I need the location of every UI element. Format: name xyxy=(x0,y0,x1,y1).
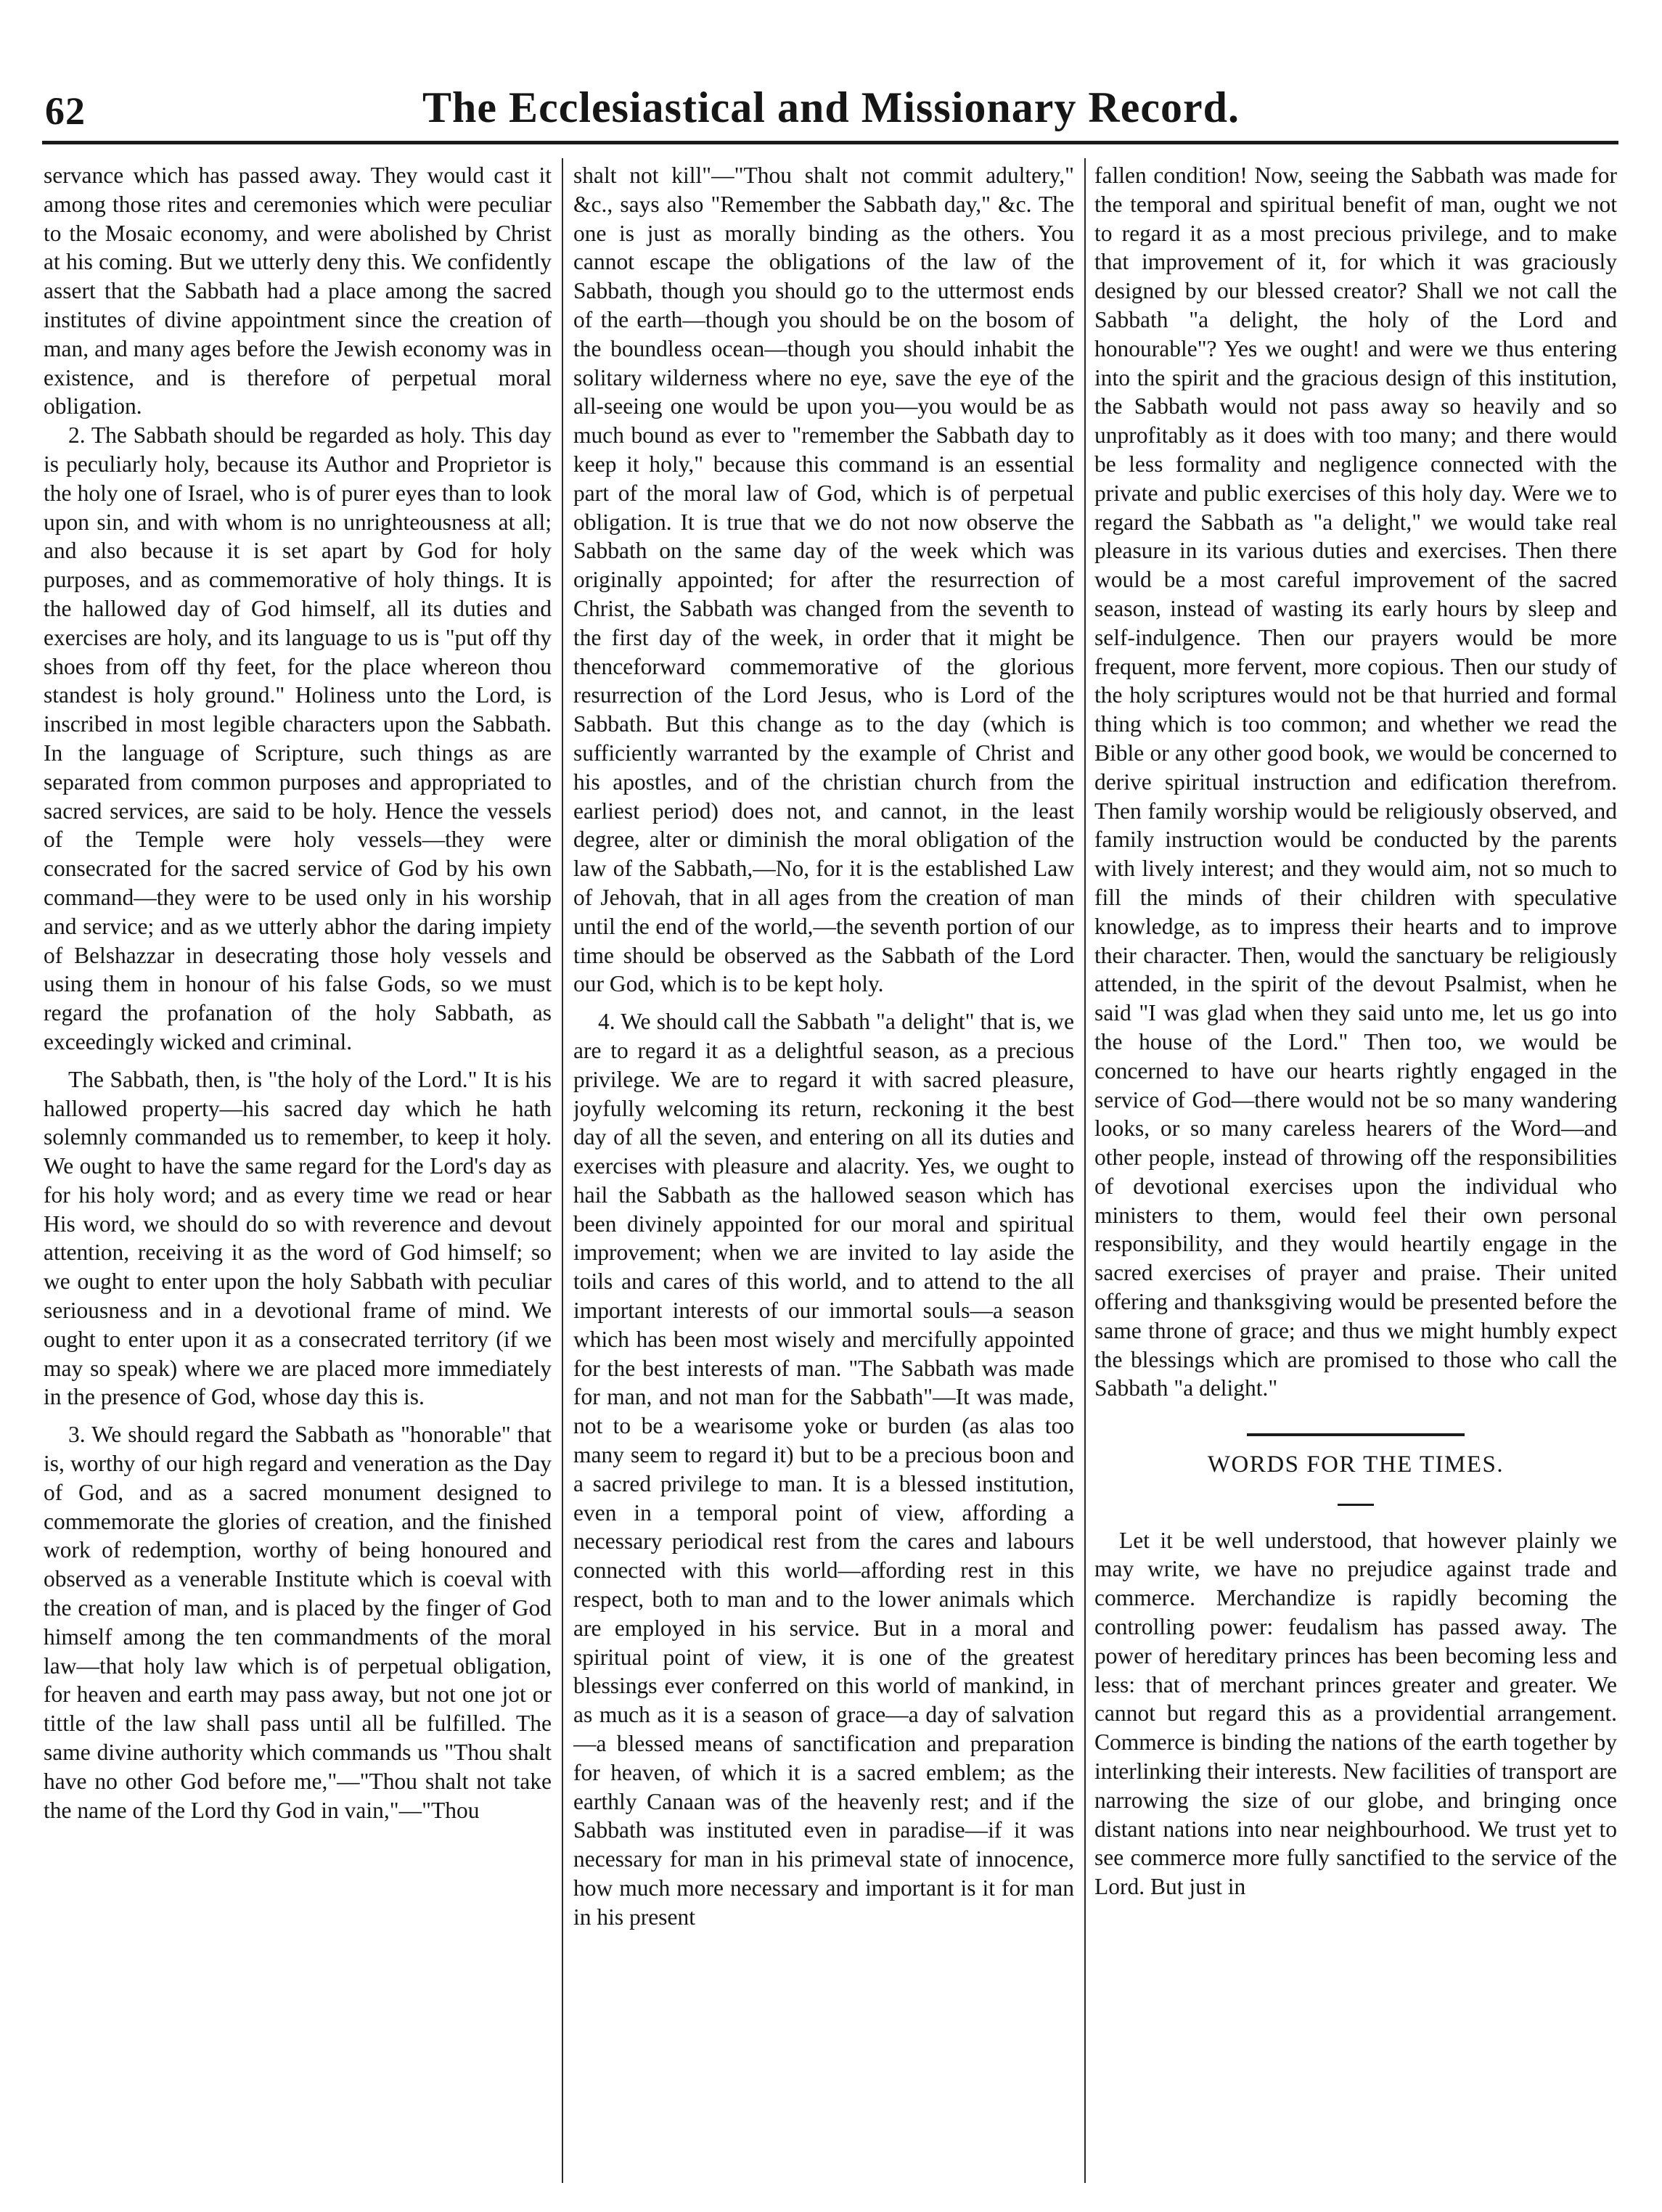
paragraph: 4. We should call the Sabbath "a delight" that is, we are to regard it as a delightful season, as a precious privilege. We are to regard it with sacred pleasure, joyfully welcoming its return, reckoning it the best day of all the seven, and entering on all its duties and exercises with pleasure and alacrity. Yes, we ought to hail the Sabbath as the hallowed season which has been divinely appointed for our moral and spiritual improvement; when we are invited to lay aside the toils and cares of this world, and to attend to the all important interests of our immortal souls—a season which has been most wisely and mercifully appointed for the best interests of man. "The Sabbath was made for man, and not man for the Sabbath"—It was made, not to be a wearisome yoke or burden (as alas too many seem to regard it) but to be a precious boon and a sacred privilege to man. It is a blessed institution, even in a temporal point of view, affording a necessary periodical rest from the cares and labours connected with this world—affording rest in this respect, both to man and to the lower animals which are employed in his service. But in a moral and spiritual point of view, it is one of the greatest blessings ever conferred on this world of mankind, in as much as it is a season of grace—a day of salvation—a blessed means of sanctification and preparation for heaven, of which it is a sacred emblem; as the earthly Canaan was of the heavenly rest; and if the Sabbath was instituted even in paradise—if it was necessary for man in his primeval state of innocence, how much more necessary and important is it for man in his present xyxy=(573,1009,1074,1930)
paragraph: shalt not kill"—"Thou shalt not commit adultery," &c., says also "Remember the Sabbath day," &c. The one is just as morally binding as the others. You cannot escape the obligations of the law of the Sabbath, though you should go to the uttermost ends of the earth—though you should be on the bosom of the boundless ocean—though you should inhabit the solitary wilderness where no eye, save the eye of the all-seeing one would be upon you—you would be as much bound as ever to "remember the Sabbath day to keep it holy," because this command is an essential part of the moral law of God, which is of perpetual obligation. It is true that we do not now observe the Sabbath on the same day of the week which was originally appointed; for after the resurrection of Christ, the Sabbath was changed from the seventh to the first day of the week, in order that it might be thenceforward commemorative of the glorious resurrection of the Lord Jesus, who is Lord of the Sabbath. But this change as to the day (which is sufficiently warranted by the example of Christ and his apostles, and of the christian church from the earliest period) does not, and cannot, in the least degree, alter or diminish the moral obligation of the law of the Sabbath,—No, for it is the established Law of Jehovah, that in all ages from the creation of man until the end of the world,—the seventh portion of our time should be observed as the Sabbath of the Lord our God, which is to be kept holy. xyxy=(573,163,1074,997)
title-dash xyxy=(1094,1484,1617,1513)
section-ornament-rule xyxy=(1094,1414,1617,1443)
column-divider-left xyxy=(562,158,563,2183)
paragraph: servance which has passed away. They would cast it among those rites and ceremonies which were peculiar to the Mosaic economy, and were abolished by Christ at his coming. But we utterly deny this. We confidently assert that the Sabbath had a place among the sacred institutes of divine appointment since the creation of man, and many ages before the Jewish economy was in existence, and is therefore of perpetual moral obligation. xyxy=(44,163,552,419)
column-middle xyxy=(573,161,1074,2179)
running-title: The Ecclesiastical and Missionary Record. xyxy=(422,83,1240,131)
paragraph: fallen condition! Now, seeing the Sabbath was made for the temporal and spiritual benefit of man, ought we not to regard it as a most precious privilege, and to make that improvement of it, for which it was graciously designed by our blessed creator? Shall we not call the Sabbath "a delight, the holy of the Lord and honourable"? Yes we ought! and were we thus entering into the spirit and the gracious design of this institution, the Sabbath would not pass away so heavily and so unprofitably as it does with too many; and there would be less formality and negligence connected with the private and public exercises of this holy day. Were we to regard the Sabbath as "a delight," we would take real pleasure in its various duties and exercises. Then there would be a most careful improvement of the sacred season, instead of wasting its early hours by sleep and self-indulgence. Then our prayers would be more frequent, more fervent, more copious. Then our study of the holy scriptures would not be that hurried and formal thing which is too common; and whether we read the Bible or any other good book, we would be concerned to derive spiritual instruction and edification therefrom. Then family worship would be religiously observed, and family instruction would be conducted by the parents with lively interest; and they would aim, not so much to fill the minds of their children with speculative knowledge, as to impress their hearts and to improve their character. Then, would the sanctuary be religiously attended, in the spirit of the devout Psalmist, when he said "I was glad when they said unto me, let us go into the house of the Lord." Then too, we would be concerned to have our hearts rightly engaged in the service of God—there would not be so many wandering looks, or so many careless hearers of the Word—and other people, instead of throwing off the responsibilities of devotional exercises upon the individual who ministers to them, would feel their own personal responsibility, and they would heartily engage in the sacred exercises of prayer and praise. Their united offering and thanksgiving would be presented before the same throne of grace; and thus we might humbly expect the blessings which are promised to those who call the Sabbath "a delight." xyxy=(1094,163,1617,1401)
header-rule xyxy=(42,141,1618,144)
page-number: 62 xyxy=(45,89,86,133)
paragraph: 3. We should regard the Sabbath as "honorable" that is, worthy of our high regard and veneration as the Day of God, and as a sacred monument designed to commemorate the glories of creation, and the finished work of redemption, worthy of being honoured and observed as a venerable Institute which is coeval with the creation of man, and is placed by the finger of God himself among the ten commandments of the moral law—that holy law which is of perpetual obligation, for heaven and earth may pass away, but not one jot or tittle of the law shall pass until all be fulfilled. The same divine authority which commands us "Thou shalt have no other God before me,"—"Thou shalt not take the name of the Lord thy God in vain,"—"Thou xyxy=(44,1422,552,1823)
paragraph: 2. The Sabbath should be regarded as holy. This day is peculiarly holy, because its Author and Proprietor is the holy one of Israel, who is of purer eyes than to look upon sin, and with whom is no unrighteousness at all; and also because it is set apart by God for holy purposes, and as commemorative of holy things. It is the hallowed day of God himself, all its duties and exercises are holy, and its language to us is "put off thy shoes from off thy feet, for the place whereon thou standest is holy ground." Holiness unto the Lord, is inscribed in most legible characters upon the Sabbath. In the language of Scripture, such things as are separated from common purposes and appropriated to sacred services, are said to be holy. Hence the vessels of the Temple were holy vessels—they were consecrated for the sacred service of God by his own command—they were to be used only in his worship and service; and as we utterly abhor the daring impiety of Belshazzar in desecrating those holy vessels and using them in honour of his false Gods, so we must regard the profanation of the holy Sabbath, as exceedingly wicked and criminal. xyxy=(44,422,552,1054)
section-title: WORDS FOR THE TIMES. xyxy=(1207,1451,1505,1478)
paragraph: The Sabbath, then, is "the holy of the Lord." It is his hallowed property—his sacred day which he hath solemnly commanded us to remember, to keep it holy. We ought to have the same regard for the Lord's day as for his holy word; and as every time we read or hear His word, we should do so with reverence and devout attention, receiving it as the word of God himself; so we ought to enter upon the holy Sabbath with peculiar seriousness and in a devotional frame of mind. We ought to enter upon it as a consecrated territory (if we may so speak) where we are placed more immediately in the presence of God, whose day this is. xyxy=(44,1066,552,1410)
column-right xyxy=(1094,161,1617,2179)
paragraph: Let it be well understood, that however plainly we may write, we have no prejudice against trade and commerce. Merchandize is rapidly becoming the controlling power: feudalism has passed away. The power of hereditary princes has been becoming less and less: that of merchant princes greater and greater. We cannot but regard this as a providential arrangement. Commerce is binding the nations of the earth together by interlinking their interests. New facilities of transport are narrowing the size of our globe, and bringing once distant nations into near neighbourhood. We trust yet to see commerce more fully sanctified to the service of the Lord. But just in xyxy=(1094,1527,1617,1900)
column-divider-right xyxy=(1084,158,1086,2183)
column-left xyxy=(44,161,552,2179)
